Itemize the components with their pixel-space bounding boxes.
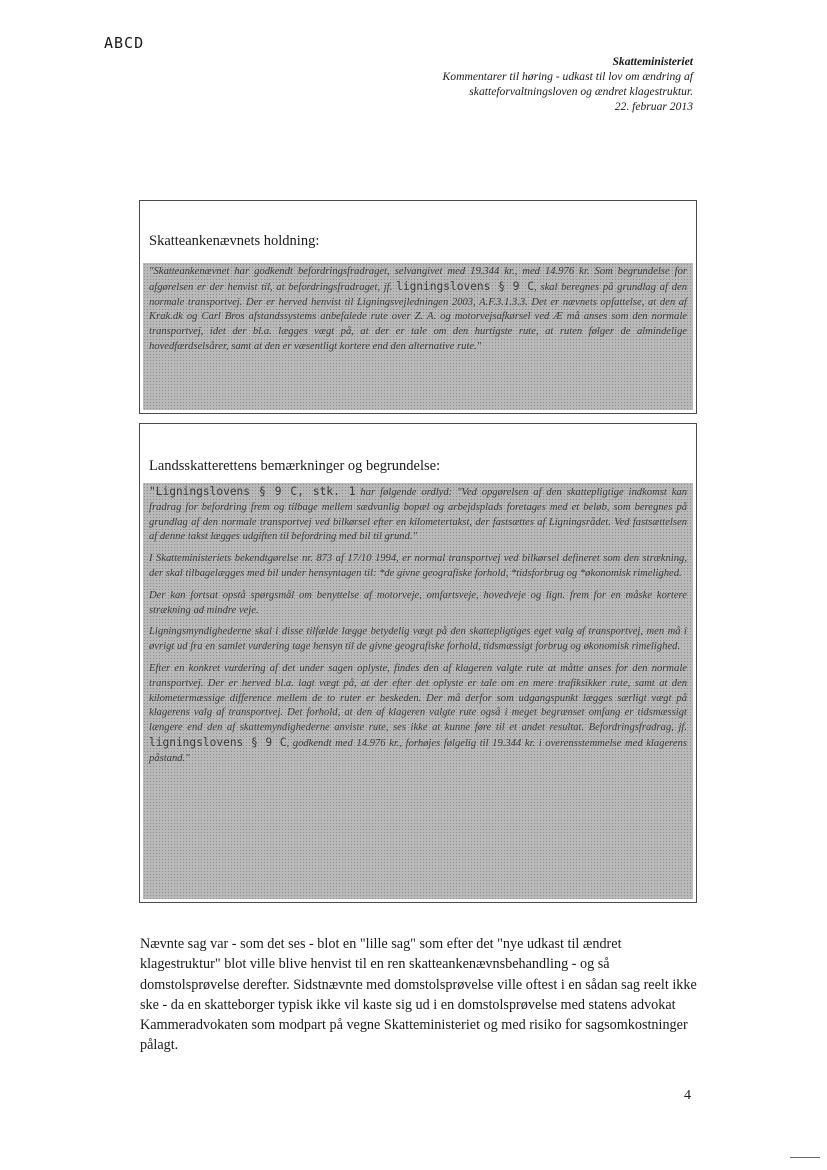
quoted-text-part: , godkendt med 14.976 kr., forhøjes følgelig til 19.344 kr. i overensstemmelse med klagerens påstand." (149, 737, 687, 764)
quoted-paragraph: I Skatteministeriets bekendtgørelse nr. 873 af 17/10 1994, er normal transportvej ved bilkørsel defineret som den strækning, der skal tilbagelægges med bil under hensyntagen til: *de givne geografiske forhold, *tidsforbrug og *økonomisk rimelighed. (149, 553, 687, 579)
law-reference: "Ligningslovens § 9 C, stk. 1 (149, 485, 356, 498)
header-line-1: Kommentarer til høring - udkast til lov om ændring af (442, 70, 693, 83)
quoted-paragraph: Der kan fortsat opstå spørgsmål om benyttelse af motorveje, omfartsveje, hovedveje og lign. frem for en måske kortere strækning ad mindre veje. (149, 589, 687, 616)
header-line-2: skatteforvaltningsloven og ændret klagestruktur. (469, 85, 693, 98)
quoted-paragraph (149, 485, 687, 545)
body-paragraph: Nævnte sag var - som det ses - blot en "lille sag" som efter det "nye udkast til ændret klagestruktur" blot ville blive henvist til en ren skatteankenævnsbehandling - og så domstolsprøvelse derefter. Sidstnævnte med domstolsprøvelse ville oftest i en sådan sag reelt ikke ske - da en skatteborger typisk ikke vil kaste sig ud i en domstolsprøvelse med statens advokat Kammeradvokaten som modpart på vegne Skatteministeriet og med risiko for sagsomkostninger pålagt. (140, 936, 697, 1054)
box-title-landsskatteretten: Landsskatterettens bemærkninger og begrundelse: (149, 458, 441, 474)
page-number: 4 (684, 1088, 691, 1103)
box-title-skatteankenaevnet: Skatteankenævnets holdning: (149, 233, 320, 249)
company-logo: ABCD (104, 34, 145, 52)
quote-box-skatteankenaevnet (139, 200, 697, 414)
corner-divider (790, 1157, 820, 1158)
quoted-text-landsskatteretten (143, 483, 693, 899)
quoted-paragraph: Ligningsmyndighederne skal i disse tilfælde lægge betydelig vægt på den skattepligtiges eget valg af transportvej, men må i øvrigt ud fra en samlet vurdering tage hensyn til de givne geografiske forhold, tidsmæssigt forbrug og økonomisk rimelighed. (149, 626, 687, 653)
quoted-paragraph (149, 265, 687, 355)
law-reference: ligningslovens § 9 C (149, 735, 287, 749)
quoted-text-part: har følgende ordlyd: "Ved opgørelsen af den skattepligtige indkomst kan fradrag for befordring frem og tilbage mellem sædvanlig bopæl og arbejdsplads foretages med et beløb, som beregnes på grundlag af den normale transportvej ved bilkørsel efter en kilometertakst, der fastsættes af Ligningsrådet. Ved fastsættelsen af denne takst lægges udgiften til befordring med bil til grund." (149, 487, 687, 543)
quoted-text-skatteankenaevnet (143, 263, 693, 410)
header-date: 22. februar 2013 (614, 100, 693, 113)
quote-box-landsskatteretten (139, 423, 697, 903)
document-header (333, 54, 693, 114)
quoted-text-part: "Skatteankenævnet har godkendt befordringsfradraget, selvangivet med 19.344 kr., med 14.976 kr. Som begrundelse for afgørelsen er der henvist til, at befordringsfradraget, jf. (149, 266, 687, 293)
quoted-text-part: , skal beregnes på grundlag af den normale transportvej. Der er herved henvist til Ligningsvejledningen 2003, A.F.3.1.3.3. Det er nævnets opfattelse, at den af Krak.dk og Carl Bros afstandssystems anbefalede rute over Z. A. og motorvejsafkørsel ved Æ må anses som den normale transportvej, idet der bl.a. lægges vægt på, at der er tale om den hurtigste rute, at ruten følger de almindelige hovedfærdselsårer, samt at den er væsentligt kortere end den alternative rute." (149, 281, 687, 352)
law-reference: ligningslovens § 9 C (396, 279, 535, 293)
body-text (140, 934, 700, 1056)
quoted-paragraph (149, 662, 687, 767)
quoted-text-part: Efter en konkret vurdering af det under sagen oplyste, findes den af klageren valgte rute at måtte anses for den normale transportvej. Der er herved bl.a. lagt vægt på, at der efter det oplyste er tale om en mere trafiksikker rute, samt at den kilometermæssige difference mellem de to ruter er beskeden. Der må derfor som udgangspunkt lægges særligt vægt på klagerens valg af transportvej. Det forhold, at den af klageren valgte rute også i meget begrænset omfang er tidsmæssigt længere end den af skattemyndighederne anviste rute, ses ikke at kunne føre til et andet resultat. Befordringsfradrag, jf. (149, 662, 687, 734)
header-ministry: Skatteministeriet (612, 55, 693, 68)
